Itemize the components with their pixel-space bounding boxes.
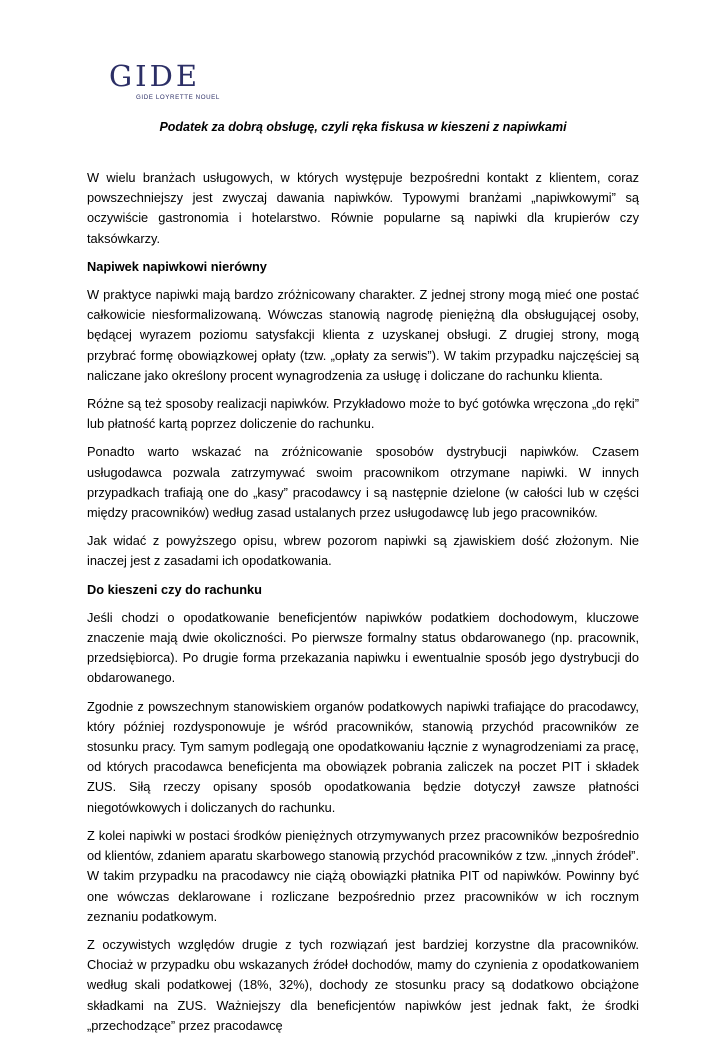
logo-subtitle: GIDE LOYRETTE NOUEL bbox=[136, 94, 220, 101]
document-title: Podatek za dobrą obsługę, czyli ręka fiskusa w kieszeni z napiwkami bbox=[159, 120, 567, 134]
company-logo bbox=[109, 60, 239, 110]
paragraph: Ponadto warto wskazać na zróżnicowanie sposobów dystrybucji napiwków. Czasem usługodawca pozwala zatrzymywać swoim pracownikom otrzymane napiwki. W innych przypadkach trafiają one do „kasy” pracodawcy i są następnie dzielone (w całości lub w części między pracowników) według zasad ustalanych przez usługodawcę lub jego pracowników. bbox=[87, 444, 639, 521]
section-heading: Do kieszeni czy do rachunku bbox=[87, 581, 262, 597]
paragraph: W praktyce napiwki mają bardzo zróżnicowany charakter. Z jednej strony mogą mieć one postać całkowicie niesformalizowaną. Wówczas stanowią nagrodę pieniężną dla obsługującej osoby, będącej wyrazem poziomu satysfakcji klienta z uzyskanej obsługi. Z drugiej strony, mogą przybrać formę obowiązkowej opłaty (tzw. „opłaty za serwis”). W takim przypadku najczęściej są naliczane jako określony procent wynagrodzenia za usługę i doliczane do rachunku klienta. bbox=[87, 287, 639, 383]
paragraph: Z oczywistych względów drugie z tych rozwiązań jest bardziej korzystne dla pracowników. Chociaż w przypadku obu wskazanych źródeł dochodów, mamy do czynienia z opodatkowaniem według skali podatkowej (18%, 32%), dochody ze stosunku pracy są dodatkowo obciążone składkami na ZUS. Ważniejszy dla beneficjentów napiwków jest jednak fakt, że środki „przechodzące” przez pracodawcę bbox=[87, 936, 639, 1033]
paragraph: Różne są też sposoby realizacji napiwków. Przykładowo może to być gotówka wręczona „do ręki” lub płatność kartą poprzez doliczenie do rachunku. bbox=[87, 396, 639, 432]
logo-wordmark: GIDE bbox=[109, 59, 201, 93]
paragraph: W wielu branżach usługowych, w których występuje bezpośredni kontakt z klientem, coraz powszechniejszy jest zwyczaj dawania napiwków. Typowymi branżami „napiwkowymi” są oczywiście gastronomia i hotelarstwo. Równie popularne są napiwki dla krupierów czy taksówkarzy. bbox=[87, 170, 639, 246]
paragraph: Jak widać z powyższego opisu, wbrew pozorom napiwki są zjawiskiem dość złożonym. Nie inaczej jest z zasadami ich opodatkowania. bbox=[87, 533, 639, 569]
paragraph: Zgodnie z powszechnym stanowiskiem organów podatkowych napiwki trafiające do pracodawcy, który później rozdysponowuje je wśród pracowników, stanowią przychód pracowników ze stosunku pracy. Tym samym podlegają one opodatkowaniu łącznie z wynagrodzeniami za pracę, od których pracodawca beneficjenta ma obowiązek pobrania zaliczek na poczet PIT i składek ZUS. Siłą rzeczy opisany sposób opodatkowania będzie dotyczył zawsze płatności niegotówkowych i doliczanych do rachunku. bbox=[87, 698, 639, 815]
paragraph: Jeśli chodzi o opodatkowanie beneficjentów napiwków podatkiem dochodowym, kluczowe znaczenie mają dwie okoliczności. Po pierwsze formalny status obdarowanego (np. pracownik, przedsiębiorca). Po drugie forma przekazania napiwku i ewentualnie sposób jego dystrybucji do obdarowanego. bbox=[87, 609, 639, 686]
document-body bbox=[87, 168, 639, 1044]
paragraph: Z kolei napiwki w postaci środków pieniężnych otrzymywanych przez pracowników bezpośrednio od klientów, zdaniem aparatu skarbowego stanowią przychód pracowników z tzw. „innych źródeł”. W takim przypadku na pracodawcy nie ciążą obowiązki płatnika PIT od napiwków. Powinny być one wówczas deklarowane i rozliczane bezpośrednio przez pracowników w ich rocznym zeznaniu podatkowym. bbox=[87, 827, 639, 924]
section-heading: Napiwek napiwkowi nierówny bbox=[87, 258, 267, 274]
